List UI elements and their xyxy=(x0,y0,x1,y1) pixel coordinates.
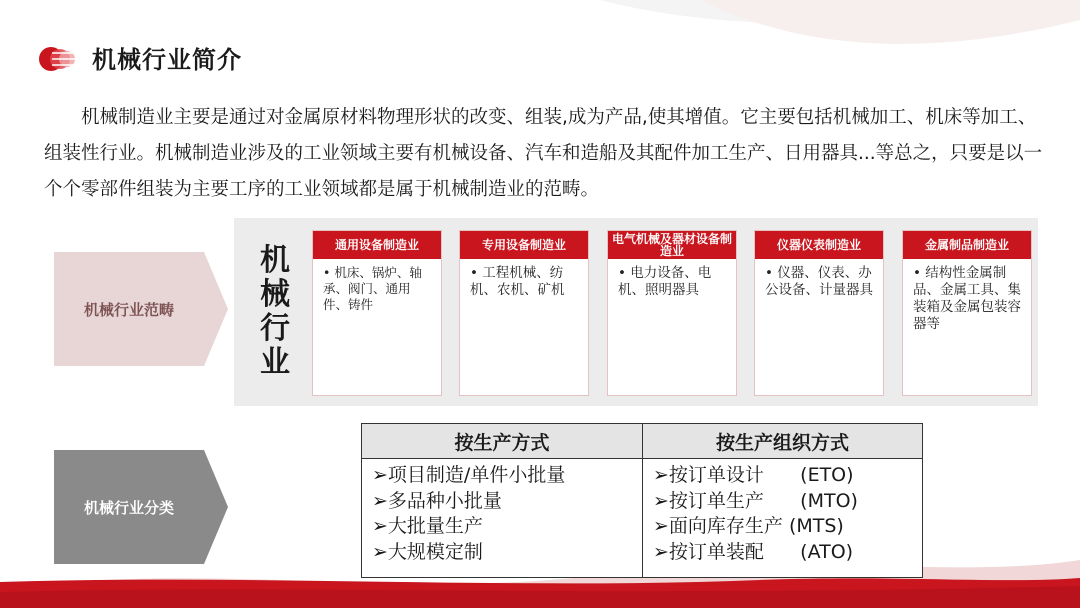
category-title: 电气机械及器材设备制造业 xyxy=(608,231,736,259)
intro-text: 机械制造业主要是通过对金属原材料物理形状的改变、组装,成为产品,使其增值。它主要包括机械加工、机床等加工、组装性行业。机械制造业涉及的工业领域主要有机械设备、汽车和造船及其配件加工生产、日用器具...等总之，只要是以一个个零部件组装为主要工序的工业领域都是属于机械制造业的范畴。 xyxy=(44,107,1043,200)
list-item: ➢大批量生产 xyxy=(372,515,483,537)
list-item: ➢面向库存生产 (MTS) xyxy=(653,515,844,537)
column-items xyxy=(362,459,642,565)
page-title: 机械行业简介 xyxy=(92,46,242,74)
category-card-electrical xyxy=(607,230,737,396)
list-item: ➢按订单设计 (ETO) xyxy=(653,464,854,486)
category-body: • 工程机械、纺机、农机、矿机 xyxy=(470,265,565,298)
production-mode-column xyxy=(362,424,643,577)
classification-arrow xyxy=(204,450,228,564)
column-items xyxy=(643,459,922,565)
vertical-char: 机 xyxy=(260,243,290,278)
list-item: ➢按订单装配 (ATO) xyxy=(653,540,854,563)
vertical-char: 业 xyxy=(260,345,290,380)
scope-label: 机械行业范畴 xyxy=(54,252,204,366)
category-title: 仪器仪表制造业 xyxy=(755,231,883,259)
intro-paragraph xyxy=(44,100,1044,208)
category-card-metal-products xyxy=(902,230,1032,396)
category-body: • 机床、锅炉、轴承、阀门、通用件、铸件 xyxy=(323,265,422,312)
vertical-char: 行 xyxy=(260,311,290,346)
scope-arrow xyxy=(204,252,228,366)
list-item: ➢按订单生产 (MTO) xyxy=(653,489,858,512)
category-title: 金属制品制造业 xyxy=(903,231,1031,259)
classification-label: 机械行业分类 xyxy=(54,450,204,564)
category-card-general-equipment xyxy=(312,230,442,396)
category-card-special-equipment xyxy=(459,230,589,396)
category-title: 通用设备制造业 xyxy=(313,231,441,259)
list-item: ➢大规模定制 xyxy=(372,540,483,563)
category-body: • 结构性金属制品、金属工具、集装箱及金属包装容器等 xyxy=(913,265,1021,332)
list-item: ➢项目制造/单件小批量 xyxy=(372,464,566,486)
classification-table xyxy=(361,423,923,578)
vertical-char: 械 xyxy=(260,277,290,312)
list-item: ➢多品种小批量 xyxy=(372,489,502,512)
column-header: 按生产组织方式 xyxy=(643,424,922,459)
industry-vertical-title xyxy=(255,244,295,380)
category-title: 专用设备制造业 xyxy=(460,231,588,259)
category-card-instruments xyxy=(754,230,884,396)
category-body: • 仪器、仪表、办公设备、计量器具 xyxy=(765,265,873,298)
category-body: • 电力设备、电机、照明器具 xyxy=(618,265,712,298)
organization-mode-column xyxy=(643,424,922,577)
footer-band xyxy=(0,578,1080,608)
column-header: 按生产方式 xyxy=(362,424,642,459)
red-circles-icon xyxy=(38,44,78,74)
